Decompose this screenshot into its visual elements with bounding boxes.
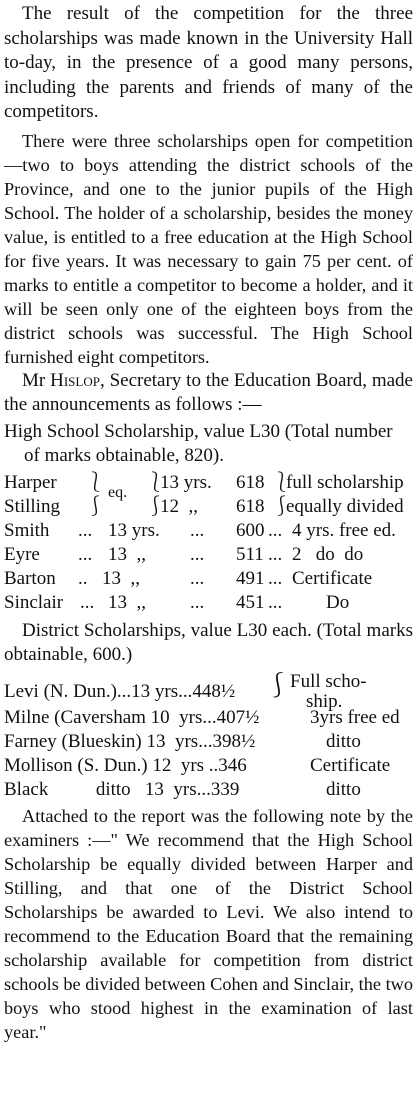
table-row bbox=[4, 778, 413, 802]
candidate-result: 4 yrs. free ed. bbox=[292, 519, 396, 541]
candidate-age: 13 ,, bbox=[108, 591, 146, 613]
row-separator: ... bbox=[268, 567, 283, 589]
row-separator: ... bbox=[268, 591, 283, 613]
table-row bbox=[4, 543, 413, 567]
candidate-entry: Black ditto 13 yrs...339 bbox=[4, 778, 240, 800]
candidate-entry: Mollison (S. Dun.) 12 yrs ..346 bbox=[4, 754, 247, 776]
candidate-result: ditto bbox=[326, 778, 361, 800]
table-row bbox=[4, 754, 413, 778]
district-heading: District Scholarships, value L30 each. (Total marks obtainable, 600.) bbox=[4, 619, 413, 665]
details-paragraph: There were three scholarships open for competition—two to boys attending the district schools of the Province, and one to the junior pupils of the High School. The holder of a scholarship, besides the money value, is entitled to a free education at the High School for five years. It was necessary to gain 75 per cent. of marks to entitle a competitor to become a holder, and it will be seen only one of the eighteen boys from the district schools was successful. The High School furnished eight competitors. bbox=[4, 130, 413, 367]
candidate-result: ditto bbox=[326, 730, 361, 752]
brace-middle: ⎱ bbox=[146, 471, 166, 493]
candidate-name: Sinclair bbox=[4, 591, 64, 613]
examiners-note: Attached to the report was the following note by the examiners :—" We recommend that the High School Scholarship be equally divided between Harper and Stilling, and that one of the District School Scholarships be awarded to Levi. We also intend to recommend to the Education Board that the remaining scholarship available for competition from district schools be divided between Cohen and Sinclair, the two boys who stood highest in the examination of last year." bbox=[4, 805, 413, 1042]
brace-right: ⎰ bbox=[266, 672, 290, 699]
candidate-name: Harper bbox=[4, 471, 57, 493]
candidate-marks: 618 bbox=[236, 495, 265, 517]
candidate-name: Smith bbox=[4, 519, 50, 541]
equal-marker: eq. bbox=[108, 483, 128, 501]
table-row bbox=[4, 670, 413, 712]
announcer-rest: , Secretary to the Education Board, made the announcements as follows :— bbox=[4, 369, 413, 415]
intro-paragraph: The result of the competition for the three scholarships was made known in the University Hall to-day, in the presence of a good many persons, including the parents and friends of many of the competitors. bbox=[4, 3, 413, 122]
row-separator: ... bbox=[268, 543, 283, 565]
candidate-entry: Milne (Caversham 10 yrs...407½ bbox=[4, 706, 260, 728]
row-separator: ... bbox=[190, 591, 205, 613]
table-row bbox=[4, 519, 413, 543]
candidate-result: Certificate bbox=[310, 754, 391, 776]
row-leader: .. bbox=[78, 567, 88, 589]
row-separator: ... bbox=[268, 519, 283, 541]
table-row bbox=[4, 567, 413, 591]
row-separator: ... bbox=[190, 543, 205, 565]
announcement-paragraph bbox=[4, 369, 413, 418]
candidate-age: 13 ,, bbox=[102, 567, 140, 589]
announcer-name: Hislop bbox=[50, 369, 100, 391]
row-separator: ... bbox=[190, 567, 205, 589]
candidate-name: Stilling bbox=[4, 495, 60, 517]
announcer-prefix: Mr bbox=[22, 369, 46, 391]
candidate-name: Eyre bbox=[4, 543, 40, 565]
candidate-result: 2 do do bbox=[292, 543, 364, 565]
brace-left: ⎱ bbox=[86, 471, 106, 493]
candidate-marks: 451 bbox=[236, 591, 265, 613]
candidate-marks: 618 bbox=[236, 471, 265, 493]
candidate-result: equally divided bbox=[286, 495, 404, 517]
row-leader: ... bbox=[78, 543, 93, 565]
brace-middle: ⎰ bbox=[146, 495, 166, 517]
table-row bbox=[4, 706, 413, 730]
row-separator: ... bbox=[190, 519, 205, 541]
candidate-result: Full scho- bbox=[290, 670, 367, 692]
candidate-entry: Farney (Blueskin) 13 yrs...398½ bbox=[4, 730, 256, 752]
high-school-results-table bbox=[4, 471, 413, 615]
candidate-result: Do bbox=[326, 591, 350, 613]
brace-right: ⎱ bbox=[272, 471, 292, 493]
candidate-marks: 511 bbox=[236, 543, 264, 565]
table-row bbox=[4, 591, 413, 615]
high-school-heading: High School Scholarship, value L30 (Total number of marks obtainable, 820). bbox=[4, 420, 393, 466]
candidate-marks: 600 bbox=[236, 519, 265, 541]
candidate-result-cont: ship. bbox=[306, 690, 343, 712]
candidate-age: 13 yrs. bbox=[108, 519, 160, 541]
candidate-result: full scholarship bbox=[286, 471, 404, 493]
candidate-age: 13 ,, bbox=[108, 543, 146, 565]
candidate-marks: 491 bbox=[236, 567, 265, 589]
district-results-table bbox=[4, 672, 413, 802]
candidate-entry: Levi (N. Dun.)...13 yrs...448½ bbox=[4, 680, 236, 702]
table-row bbox=[4, 471, 413, 501]
candidate-name: Barton bbox=[4, 567, 56, 589]
table-row bbox=[4, 730, 413, 754]
brace-right: ⎰ bbox=[272, 495, 292, 517]
candidate-result: Certificate bbox=[292, 567, 373, 589]
row-leader: ... bbox=[80, 591, 95, 613]
brace-left: ⎰ bbox=[86, 495, 106, 517]
candidate-age: 13 yrs. bbox=[160, 471, 212, 493]
candidate-age: 12 ,, bbox=[160, 495, 198, 517]
candidate-result: 3yrs free ed bbox=[310, 706, 400, 728]
table-row bbox=[4, 495, 413, 519]
row-leader: ... bbox=[78, 519, 93, 541]
